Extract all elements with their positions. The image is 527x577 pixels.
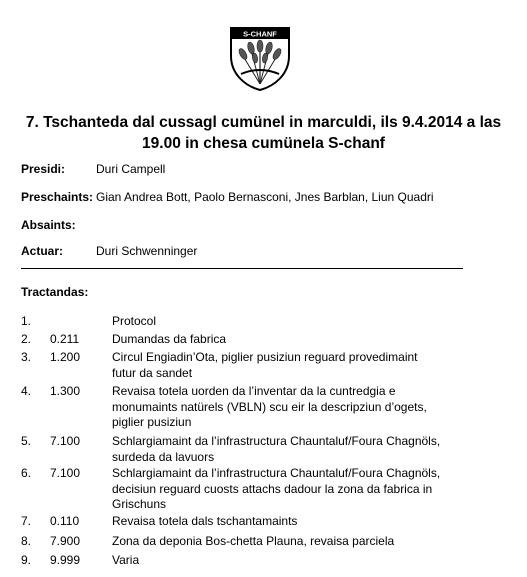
item-number: 7. <box>21 514 32 528</box>
preschaints-label: Preschaints: <box>21 190 94 204</box>
item-number: 1. <box>21 314 32 328</box>
crest-text: S-CHANF <box>243 29 277 39</box>
item-code: 1.200 <box>50 350 81 364</box>
item-code: 9.999 <box>50 553 81 567</box>
item-number: 4. <box>21 384 32 398</box>
item-text: Revaisa totela uorden da l’inventar da la cuntredgia e monumaints natürels (VBLN) scu eir la descripziun d’ogets, piglier pusiziun <box>112 384 427 429</box>
preschaints-value: Gian Andrea Bott, Paolo Bernasconi, Jnes Barblan, Liun Quadri <box>96 190 434 204</box>
municipal-crest-logo <box>229 26 291 92</box>
item-text: Schlargiamaint da l’infrastructura Chauntaluf/Foura Chagnöls, surdeda da lavuors <box>112 434 441 464</box>
presidi-value: Duri Campell <box>96 162 166 176</box>
absaints-label: Absaints: <box>21 218 76 232</box>
presidi-label: Presidi: <box>21 162 66 176</box>
item-code: 7.100 <box>50 434 81 448</box>
page-title: 7. Tschanteda dal cussagl cumünel in marculdi, ils 9.4.2014 a las 19.00 in chesa cumünela S-chanf <box>25 114 502 152</box>
item-number: 2. <box>21 332 32 346</box>
item-text: Varia <box>112 553 140 567</box>
item-number: 9. <box>21 553 32 567</box>
item-text: Circul Engiadin’Ota, piglier pusiziun reguard provedimaint futur da sandet <box>112 350 418 380</box>
item-code: 7.100 <box>50 466 81 480</box>
item-code: 1.300 <box>50 384 81 398</box>
actuar-value: Duri Schwenninger <box>96 244 198 258</box>
item-text: Protocol <box>112 314 157 328</box>
item-number: 6. <box>21 466 32 480</box>
item-text: Zona da deponia Bos-chetta Plauna, revaisa parciela <box>112 534 395 548</box>
item-code: 0.211 <box>50 332 80 346</box>
item-number: 8. <box>21 534 32 548</box>
item-text: Revaisa totela dals tschantamaints <box>112 514 298 528</box>
item-number: 3. <box>21 350 32 364</box>
item-number: 5. <box>21 434 32 448</box>
item-text: Dumandas da fabrica <box>112 332 227 346</box>
actuar-label: Actuar: <box>21 244 64 258</box>
item-text: Schlargiamaint da l’infrastructura Chauntaluf/Foura Chagnöls, decisiun reguard cuosts attachs dadour la zona da fabrica in Grischuns <box>112 466 441 511</box>
item-code: 0.110 <box>50 514 80 528</box>
item-code: 7.900 <box>50 534 81 548</box>
divider-line <box>21 268 463 269</box>
section-title: Tractandas: <box>21 285 89 299</box>
